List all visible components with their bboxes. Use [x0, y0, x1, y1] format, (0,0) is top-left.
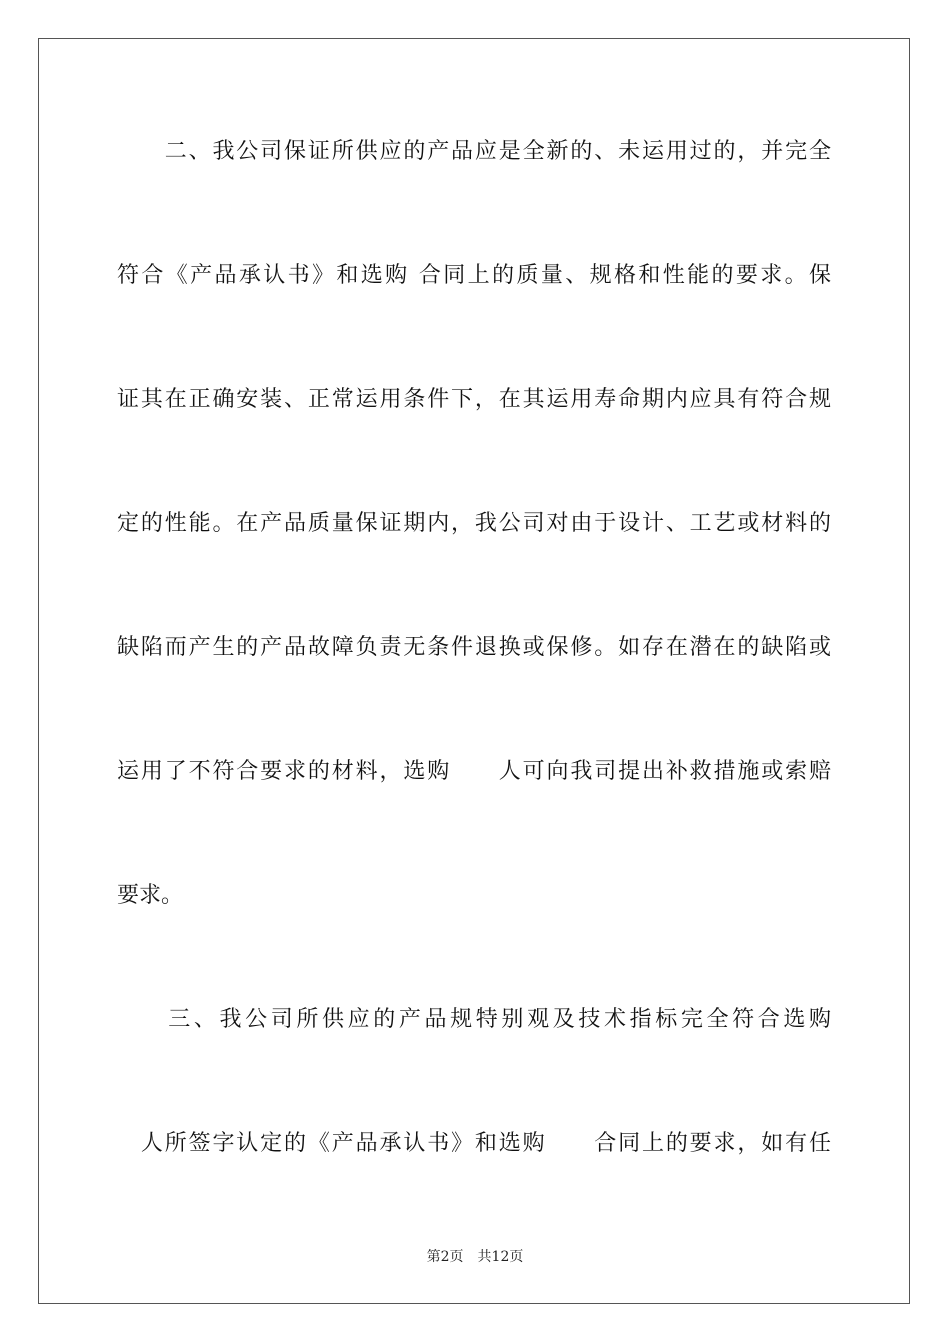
page-border	[38, 38, 910, 1304]
body-line-8: 三、我公司所供应的产品规特别观及技术指标完全符合选购	[117, 1007, 831, 1032]
page-number-footer: 第2页 共12页	[426, 1249, 524, 1265]
body-line-6: 运用了不符合要求的材料，选购 人可向我司提出补救措施或索赔	[117, 759, 831, 784]
body-line-4: 定的性能。在产品质量保证期内，我公司对由于设计、工艺或材料的	[117, 511, 831, 536]
body-line-7: 要求。	[117, 883, 184, 908]
body-line-2: 符合《产品承认书》和选购 合同上的质量、规格和性能的要求。保	[117, 263, 831, 288]
body-line-9: 人所签字认定的《产品承认书》和选购 合同上的要求，如有任	[117, 1131, 831, 1156]
body-line-5: 缺陷而产生的产品故障负责无条件退换或保修。如存在潜在的缺陷或	[117, 635, 831, 660]
body-line-1: 二、我公司保证所供应的产品应是全新的、未运用过的，并完全	[117, 139, 831, 164]
body-line-3: 证其在正确安装、正常运用条件下，在其运用寿命期内应具有符合规	[117, 387, 831, 412]
